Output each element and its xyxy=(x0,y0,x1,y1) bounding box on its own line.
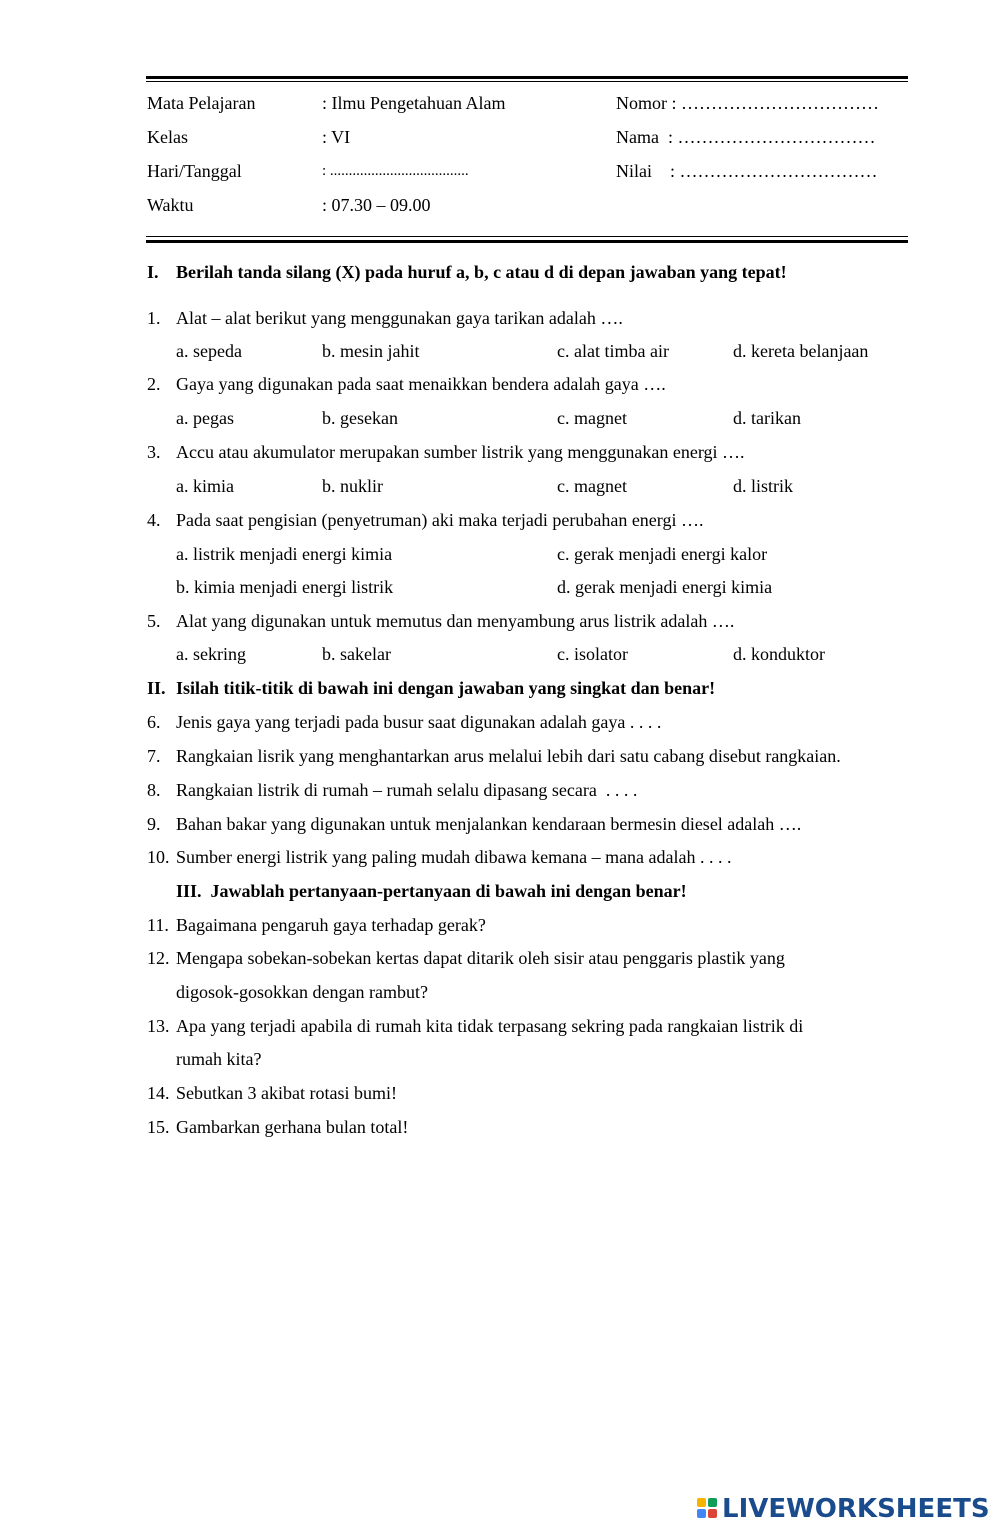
waktu-label: Waktu xyxy=(147,195,194,215)
option-c[interactable]: c. magnet xyxy=(557,476,627,496)
mata-pelajaran-label: Mata Pelajaran xyxy=(147,93,256,113)
hari-value: : ..................................... xyxy=(322,163,469,179)
option-a[interactable]: a. kimia xyxy=(176,476,234,496)
top-rule-thin xyxy=(146,81,908,82)
hari-label: Hari/Tanggal xyxy=(147,161,242,181)
question-number: 8. xyxy=(147,780,161,800)
question-text: Apa yang terjadi apabila di rumah kita tidak terpasang sekring pada rangkaian listrik di xyxy=(176,1016,804,1036)
question-text: Bagaimana pengaruh gaya terhadap gerak? xyxy=(176,915,486,935)
section2-numeral: II. xyxy=(147,678,166,698)
nilai-field: Nilai : …………………………… xyxy=(616,161,878,181)
question-text: Accu atau akumulator merupakan sumber listrik yang menggunakan energi …. xyxy=(176,442,745,462)
option-b[interactable]: b. kimia menjadi energi listrik xyxy=(176,577,394,597)
option-b[interactable]: b. sakelar xyxy=(322,644,391,664)
header-rule-thick xyxy=(146,240,908,243)
question-text: Sebutkan 3 akibat rotasi bumi! xyxy=(176,1083,397,1103)
section3-instruction: III. Jawablah pertanyaan-pertanyaan di bawah ini dengan benar! xyxy=(176,881,687,901)
option-b[interactable]: b. nuklir xyxy=(322,476,383,496)
nomor-field: Nomor : …………………………… xyxy=(616,93,879,113)
option-c[interactable]: c. isolator xyxy=(557,644,628,664)
option-c[interactable]: c. gerak menjadi energi kalor xyxy=(557,544,768,564)
option-c[interactable]: c. magnet xyxy=(557,408,627,428)
option-d[interactable]: d. tarikan xyxy=(733,408,801,428)
option-d[interactable]: d. gerak menjadi energi kimia xyxy=(557,577,773,597)
option-a[interactable]: a. sekring xyxy=(176,644,246,664)
question-number: 14. xyxy=(147,1083,170,1103)
question-number: 1. xyxy=(147,308,161,328)
nama-field: Nama : …………………………… xyxy=(616,127,876,147)
question-number: 9. xyxy=(147,814,161,834)
question-text: Rangkaian lisrik yang menghantarkan arus melalui lebih dari satu cabang disebut rangkaian. xyxy=(176,746,841,766)
liveworksheets-logo-icon xyxy=(697,1498,719,1520)
question-number: 11. xyxy=(147,915,169,935)
question-number: 3. xyxy=(147,442,161,462)
mata-pelajaran-value: : Ilmu Pengetahuan Alam xyxy=(322,93,506,113)
question-text: Pada saat pengisian (penyetruman) aki maka terjadi perubahan energi …. xyxy=(176,510,704,530)
liveworksheets-logo-text: LIVEWORKSHEETS xyxy=(722,1494,990,1524)
question-text: Alat yang digunakan untuk memutus dan menyambung arus listrik adalah …. xyxy=(176,611,735,631)
question-number: 2. xyxy=(147,374,161,394)
section1-instruction: Berilah tanda silang (X) pada huruf a, b, c atau d di depan jawaban yang tepat! xyxy=(176,262,787,282)
option-a[interactable]: a. sepeda xyxy=(176,341,242,361)
option-d[interactable]: d. listrik xyxy=(733,476,794,496)
option-d[interactable]: d. kereta belanjaan xyxy=(733,341,869,361)
question-number: 15. xyxy=(147,1117,170,1137)
question-text: Gambarkan gerhana bulan total! xyxy=(176,1117,409,1137)
question-number: 7. xyxy=(147,746,161,766)
question-number: 6. xyxy=(147,712,161,732)
question-text-continued: digosok-gosokkan dengan rambut? xyxy=(176,982,428,1002)
question-text: Sumber energi listrik yang paling mudah dibawa kemana – mana adalah . . . . xyxy=(176,847,732,867)
question-number: 12. xyxy=(147,948,170,968)
question-text: Rangkaian listrik di rumah – rumah selalu dipasang secara . . . . xyxy=(176,780,638,800)
section1-numeral: I. xyxy=(147,262,159,282)
header-rule-thin xyxy=(146,236,908,237)
option-c[interactable]: c. alat timba air xyxy=(557,341,669,361)
waktu-value: : 07.30 – 09.00 xyxy=(322,195,431,215)
option-a[interactable]: a. pegas xyxy=(176,408,234,428)
question-text: Bahan bakar yang digunakan untuk menjalankan kendaraan bermesin diesel adalah …. xyxy=(176,814,802,834)
kelas-value: : VI xyxy=(322,127,351,147)
question-text: Gaya yang digunakan pada saat menaikkan bendera adalah gaya …. xyxy=(176,374,666,394)
kelas-label: Kelas xyxy=(147,127,188,147)
section2-instruction: Isilah titik-titik di bawah ini dengan jawaban yang singkat dan benar! xyxy=(176,678,716,698)
question-number: 10. xyxy=(147,847,170,867)
option-b[interactable]: b. mesin jahit xyxy=(322,341,420,361)
question-text: Jenis gaya yang terjadi pada busur saat digunakan adalah gaya . . . . xyxy=(176,712,662,732)
question-number: 4. xyxy=(147,510,161,530)
option-d[interactable]: d. konduktor xyxy=(733,644,825,664)
liveworksheets-logo xyxy=(697,1493,990,1525)
question-number: 5. xyxy=(147,611,161,631)
option-a[interactable]: a. listrik menjadi energi kimia xyxy=(176,544,393,564)
question-text-continued: rumah kita? xyxy=(176,1049,262,1069)
question-text: Alat – alat berikut yang menggunakan gaya tarikan adalah …. xyxy=(176,308,623,328)
question-text: Mengapa sobekan-sobekan kertas dapat ditarik oleh sisir atau penggaris plastik yang xyxy=(176,948,785,968)
option-b[interactable]: b. gesekan xyxy=(322,408,398,428)
question-number: 13. xyxy=(147,1016,170,1036)
top-rule-thick xyxy=(146,76,908,79)
